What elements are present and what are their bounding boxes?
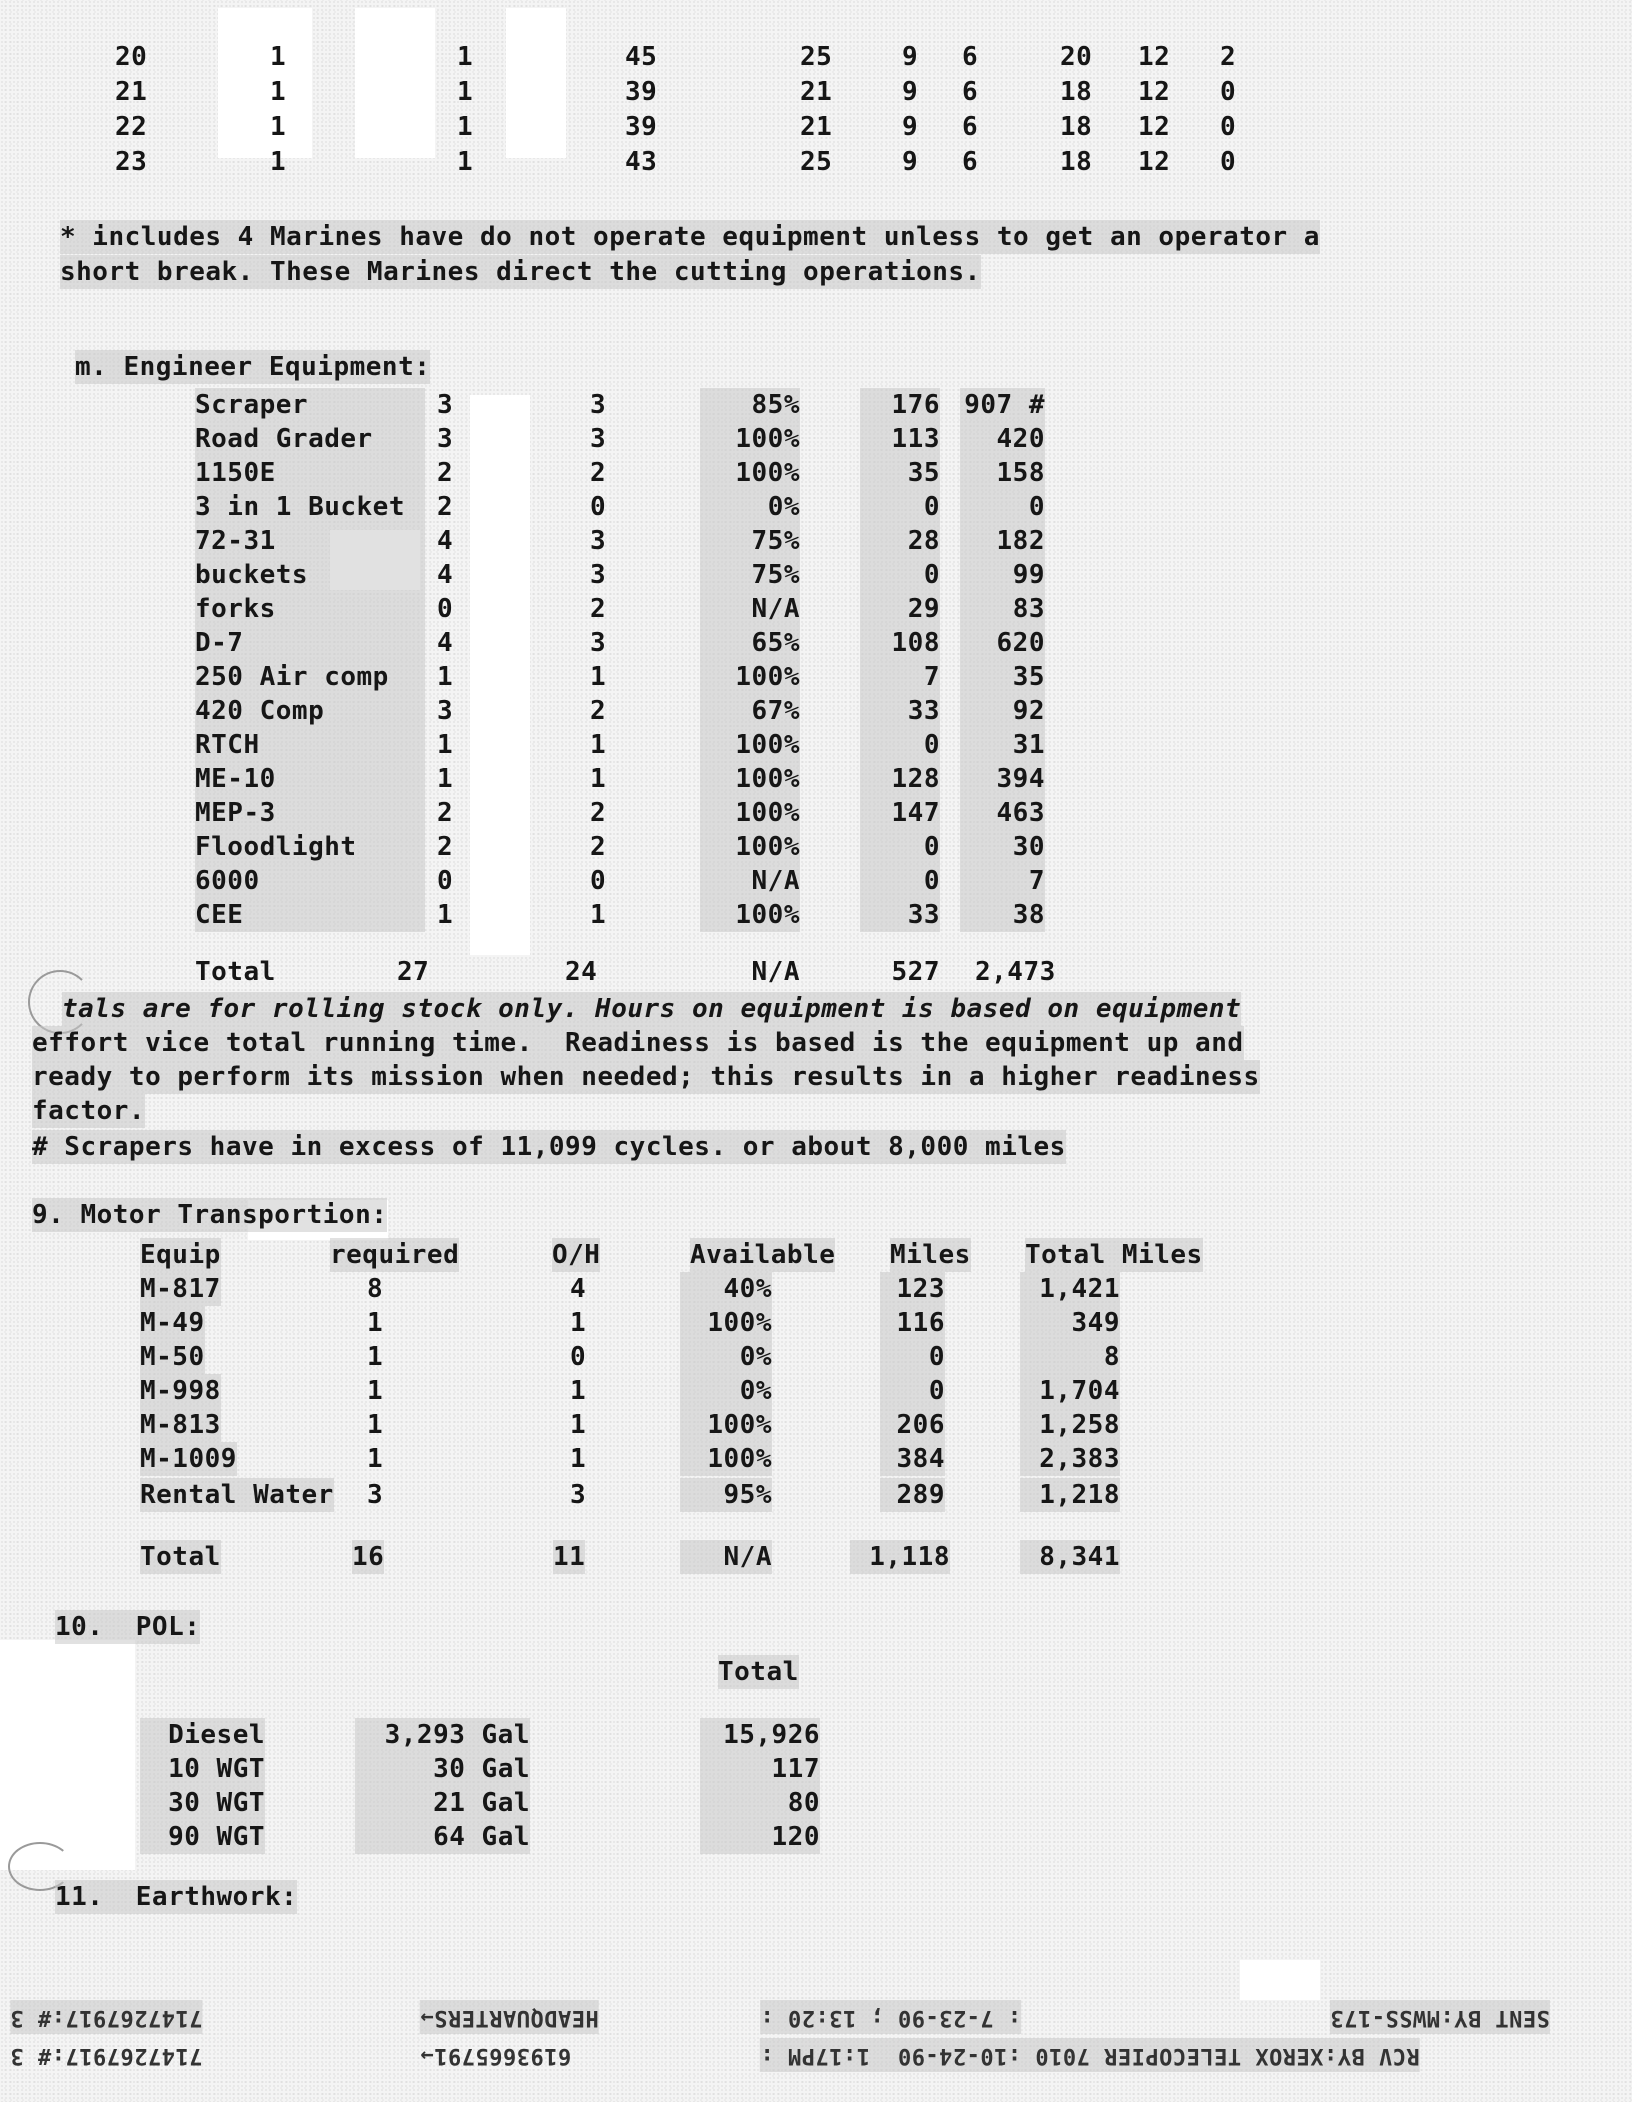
engineer-readiness: 0% <box>700 490 800 524</box>
engineer-readiness: 67% <box>700 694 800 728</box>
engineer-heading: m. Engineer Equipment: <box>75 352 431 382</box>
top-table-cell: 0 <box>1220 112 1237 142</box>
motor-equip: M-49 <box>140 1308 205 1338</box>
engineer-oh: 3 <box>590 390 607 420</box>
earthwork-heading: 11. Earthwork: <box>55 1882 298 1912</box>
engineer-readiness: 65% <box>700 626 800 660</box>
engineer-total-hours: 158 <box>960 456 1045 490</box>
engineer-readiness: 100% <box>700 422 800 456</box>
motor-miles: 206 <box>880 1408 945 1442</box>
top-table-cell: 9 <box>902 147 919 177</box>
motor-oh: 1 <box>570 1444 587 1474</box>
top-table-cell: 6 <box>962 77 979 107</box>
motor-equip: M-1009 <box>140 1444 237 1474</box>
engineer-required: 2 <box>437 798 454 828</box>
engineer-hours: 108 <box>860 626 940 660</box>
engineer-note-line: factor. <box>32 1096 146 1126</box>
pol-total: 120 <box>700 1820 820 1854</box>
engineer-total-hours: 31 <box>960 728 1045 762</box>
engineer-required: 4 <box>437 526 454 556</box>
motor-required: 1 <box>367 1342 384 1372</box>
engineer-note-line: ready to perform its mission when needed; this results in a higher readiness <box>32 1062 1260 1092</box>
engineer-note-line: # Scrapers have in excess of 11,099 cycles. or about 8,000 miles <box>32 1132 1066 1162</box>
top-table-cell: 1 <box>457 112 474 142</box>
motor-column-header: Equip <box>140 1240 221 1270</box>
engineer-readiness: 100% <box>700 728 800 762</box>
engineer-equipment-name: 3 in 1 Bucket <box>195 490 425 524</box>
engineer-readiness: 85% <box>700 388 800 422</box>
engineer-hours: 0 <box>860 728 940 762</box>
motor-required: 1 <box>367 1444 384 1474</box>
engineer-oh: 0 <box>590 492 607 522</box>
engineer-required: 2 <box>437 458 454 488</box>
engineer-equipment-name: Scraper <box>195 388 425 422</box>
motor-available: 95% <box>680 1478 772 1512</box>
motor-equip: Rental Water <box>140 1480 334 1510</box>
top-table-cell: 1 <box>457 147 474 177</box>
motor-available: 100% <box>680 1408 772 1442</box>
top-table-cell: 12 <box>1138 147 1171 177</box>
engineer-hours: 113 <box>860 422 940 456</box>
top-table-cell: 9 <box>902 42 919 72</box>
motor-available: 0% <box>680 1340 772 1374</box>
motor-oh: 1 <box>570 1308 587 1338</box>
engineer-readiness: 100% <box>700 830 800 864</box>
engineer-oh: 2 <box>590 594 607 624</box>
pol-total-header: Total <box>718 1657 799 1687</box>
top-table-cell: 12 <box>1138 77 1171 107</box>
engineer-equipment-name: ME-10 <box>195 762 425 796</box>
motor-available: 100% <box>680 1442 772 1476</box>
motor-total-label: Total <box>140 1542 221 1572</box>
engineer-total-hours: 182 <box>960 524 1045 558</box>
redaction-block <box>470 395 530 955</box>
engineer-readiness: 75% <box>700 524 800 558</box>
motor-available: 40% <box>680 1272 772 1306</box>
engineer-total-oh: 24 <box>565 957 598 987</box>
engineer-required: 2 <box>437 492 454 522</box>
pol-amount: 30 Gal <box>355 1752 530 1786</box>
engineer-hours: 0 <box>860 864 940 898</box>
pol-amount: 21 Gal <box>355 1786 530 1820</box>
engineer-equipment-name: MEP-3 <box>195 796 425 830</box>
top-table-cell: 20 <box>1060 42 1093 72</box>
top-table-cell: 2 <box>1220 42 1237 72</box>
engineer-required: 1 <box>437 764 454 794</box>
pol-total: 15,926 <box>700 1718 820 1752</box>
engineer-required: 1 <box>437 662 454 692</box>
engineer-required: 1 <box>437 900 454 930</box>
engineer-hours: 128 <box>860 762 940 796</box>
top-table-cell: 1 <box>270 42 287 72</box>
top-table-cell: 25 <box>800 42 833 72</box>
motor-miles: 289 <box>880 1478 945 1512</box>
engineer-required: 3 <box>437 390 454 420</box>
motor-equip: M-817 <box>140 1274 221 1304</box>
engineer-note-line: tals are for rolling stock only. Hours on equipment is based on equipment <box>62 994 1242 1024</box>
motor-oh: 1 <box>570 1376 587 1406</box>
top-table-cell: 6 <box>962 112 979 142</box>
motor-equip: M-998 <box>140 1376 221 1406</box>
motor-equip: M-813 <box>140 1410 221 1440</box>
engineer-total-hours: 35 <box>960 660 1045 694</box>
motor-oh: 3 <box>570 1480 587 1510</box>
footer-headquarters: HEADQUARTERS→ <box>420 2000 599 2034</box>
engineer-equipment-name: Road Grader <box>195 422 425 456</box>
motor-column-header: O/H <box>552 1240 601 1270</box>
engineer-required: 1 <box>437 730 454 760</box>
top-table-cell: 21 <box>800 112 833 142</box>
engineer-oh: 2 <box>590 696 607 726</box>
motor-total-total-miles: 8,341 <box>1020 1540 1120 1574</box>
engineer-equipment-name: 1150E <box>195 456 425 490</box>
footer-fax-receiver: RCV BY:XEROX TELECOPIER 7010 :10-24-90 1:17PM : <box>760 2038 1420 2072</box>
redaction-block <box>1240 1960 1320 2000</box>
engineer-readiness: N/A <box>700 592 800 626</box>
pol-amount: 64 Gal <box>355 1820 530 1854</box>
engineer-total-hours: 394 <box>960 762 1045 796</box>
pol-amount: 3,293 Gal <box>355 1718 530 1752</box>
top-table-cell: 0 <box>1220 77 1237 107</box>
motor-total-miles: 8 <box>1020 1340 1120 1374</box>
marine-note-line: * includes 4 Marines have do not operate equipment unless to get an operator a <box>60 222 1320 252</box>
motor-miles: 116 <box>880 1306 945 1340</box>
motor-total-miles: 1,218 <box>1020 1478 1120 1512</box>
footer-sender: SENT BY:MWSS-173 <box>1330 2000 1550 2034</box>
engineer-total-required: 27 <box>397 957 430 987</box>
top-table-cell: 45 <box>625 42 658 72</box>
engineer-equipment-name: RTCH <box>195 728 425 762</box>
top-table-cell: 18 <box>1060 77 1093 107</box>
top-table-cell: 9 <box>902 112 919 142</box>
redaction-block <box>355 8 435 158</box>
engineer-hours: 29 <box>860 592 940 626</box>
engineer-equipment-name: Floodlight <box>195 830 425 864</box>
engineer-readiness: 100% <box>700 456 800 490</box>
engineer-readiness: 75% <box>700 558 800 592</box>
top-table-cell: 6 <box>962 42 979 72</box>
engineer-required: 0 <box>437 866 454 896</box>
engineer-required: 0 <box>437 594 454 624</box>
top-table-cell: 6 <box>962 147 979 177</box>
top-table-cell: 20 <box>115 42 148 72</box>
motor-total-oh: 11 <box>553 1542 586 1572</box>
motor-column-header: required <box>330 1240 460 1270</box>
engineer-hours: 28 <box>860 524 940 558</box>
engineer-oh: 1 <box>590 730 607 760</box>
engineer-total-hours: 38 <box>960 898 1045 932</box>
engineer-total-hours: 420 <box>960 422 1045 456</box>
motor-available: 0% <box>680 1374 772 1408</box>
footer-phone: 6193665791→ <box>420 2043 572 2068</box>
marine-note-line: short break. These Marines direct the cutting operations. <box>60 257 981 287</box>
top-table-cell: 25 <box>800 147 833 177</box>
pol-item: 30 WGT <box>140 1786 265 1820</box>
engineer-equipment-name: 6000 <box>195 864 425 898</box>
engineer-oh: 1 <box>590 900 607 930</box>
engineer-oh: 1 <box>590 764 607 794</box>
engineer-hours: 176 <box>860 388 940 422</box>
motor-oh: 4 <box>570 1274 587 1304</box>
motor-oh: 1 <box>570 1410 587 1440</box>
top-table-cell: 1 <box>270 112 287 142</box>
engineer-oh: 3 <box>590 424 607 454</box>
engineer-total-hours: 30 <box>960 830 1045 864</box>
engineer-oh: 3 <box>590 526 607 556</box>
top-table-cell: 12 <box>1138 112 1171 142</box>
engineer-oh: 0 <box>590 866 607 896</box>
motor-available: 100% <box>680 1306 772 1340</box>
motor-total-miles: 349 <box>1020 1306 1120 1340</box>
engineer-equipment-name: CEE <box>195 898 425 932</box>
top-table-cell: 21 <box>115 77 148 107</box>
engineer-total-hours: 527 <box>891 957 940 987</box>
engineer-hours: 33 <box>860 898 940 932</box>
top-table-cell: 39 <box>625 77 658 107</box>
engineer-hours: 0 <box>860 830 940 864</box>
motor-required: 1 <box>367 1376 384 1406</box>
motor-column-header: Miles <box>890 1240 971 1270</box>
top-table-cell: 1 <box>457 42 474 72</box>
engineer-total-hours: 99 <box>960 558 1045 592</box>
engineer-oh: 3 <box>590 560 607 590</box>
engineer-hours: 35 <box>860 456 940 490</box>
motor-equip: M-50 <box>140 1342 205 1372</box>
engineer-required: 3 <box>437 696 454 726</box>
footer-fax-time: : 7-23-90 ; 13:20 : <box>760 2000 1021 2034</box>
engineer-total-hours: 620 <box>960 626 1045 660</box>
pol-item: Diesel <box>140 1718 265 1752</box>
motor-miles: 384 <box>880 1442 945 1476</box>
engineer-note-line: effort vice total running time. Readiness is based is the equipment up and <box>32 1028 1244 1058</box>
top-table-cell: 1 <box>270 147 287 177</box>
engineer-hours: 7 <box>860 660 940 694</box>
engineer-equipment-name: forks <box>195 592 425 626</box>
footer-page-number: 7147267917:# 3 <box>10 2000 202 2034</box>
motor-required: 1 <box>367 1410 384 1440</box>
motor-column-header: Total Miles <box>1025 1240 1203 1270</box>
top-table-cell: 9 <box>902 77 919 107</box>
engineer-required: 3 <box>437 424 454 454</box>
pol-item: 90 WGT <box>140 1820 265 1854</box>
engineer-total-label: Total <box>195 957 276 987</box>
top-table-cell: 22 <box>115 112 148 142</box>
top-table-cell: 0 <box>1220 147 1237 177</box>
motor-heading: 9. Motor Transportion: <box>32 1200 388 1230</box>
top-table-cell: 39 <box>625 112 658 142</box>
engineer-total-hours: 92 <box>960 694 1045 728</box>
engineer-hours: 0 <box>860 558 940 592</box>
motor-column-header: Available <box>690 1240 836 1270</box>
motor-total-miles: 1,704 <box>1020 1374 1120 1408</box>
engineer-total-hours: 0 <box>960 490 1045 524</box>
motor-miles: 123 <box>880 1272 945 1306</box>
motor-required: 1 <box>367 1308 384 1338</box>
motor-miles: 0 <box>880 1340 945 1374</box>
motor-miles: 0 <box>880 1374 945 1408</box>
pol-heading: 10. POL: <box>55 1612 201 1642</box>
pol-total: 80 <box>700 1786 820 1820</box>
top-table-cell: 18 <box>1060 147 1093 177</box>
motor-total-miles: 2,383 <box>1020 1442 1120 1476</box>
engineer-oh: 2 <box>590 458 607 488</box>
top-table-cell: 43 <box>625 147 658 177</box>
top-table-cell: 12 <box>1138 42 1171 72</box>
engineer-hours: 33 <box>860 694 940 728</box>
engineer-readiness: 100% <box>700 660 800 694</box>
engineer-oh: 3 <box>590 628 607 658</box>
footer-page-number-faint: 7147267917:# 3 <box>10 2043 203 2068</box>
redaction-block <box>506 8 566 158</box>
top-table-cell: 18 <box>1060 112 1093 142</box>
engineer-readiness: 100% <box>700 762 800 796</box>
engineer-equipment-name: 72-31 <box>195 524 425 558</box>
engineer-oh: 2 <box>590 798 607 828</box>
engineer-required: 4 <box>437 560 454 590</box>
engineer-required: 4 <box>437 628 454 658</box>
engineer-equipment-name: buckets <box>195 558 425 592</box>
motor-total-miles-col: 1,118 <box>850 1540 950 1574</box>
engineer-required: 2 <box>437 832 454 862</box>
pol-total: 117 <box>700 1752 820 1786</box>
top-table-cell: 1 <box>270 77 287 107</box>
motor-total-miles: 1,421 <box>1020 1272 1120 1306</box>
engineer-readiness: 100% <box>700 898 800 932</box>
engineer-total-hours: 7 <box>960 864 1045 898</box>
motor-required: 8 <box>367 1274 384 1304</box>
redaction-block <box>218 8 312 158</box>
engineer-total-hours: 463 <box>960 796 1045 830</box>
engineer-readiness: 100% <box>700 796 800 830</box>
motor-total-available: N/A <box>680 1540 772 1574</box>
motor-required: 3 <box>367 1480 384 1510</box>
engineer-hours: 0 <box>860 490 940 524</box>
motor-oh: 0 <box>570 1342 587 1372</box>
engineer-oh: 1 <box>590 662 607 692</box>
engineer-equipment-name: 250 Air comp <box>195 660 425 694</box>
pol-item: 10 WGT <box>140 1752 265 1786</box>
engineer-hours: 147 <box>860 796 940 830</box>
motor-total-required: 16 <box>352 1542 385 1572</box>
top-table-cell: 1 <box>457 77 474 107</box>
engineer-total-total: 2,473 <box>975 957 1056 987</box>
engineer-equipment-name: 420 Comp <box>195 694 425 728</box>
top-table-cell: 23 <box>115 147 148 177</box>
engineer-total-hours: 907 # <box>960 388 1045 422</box>
engineer-equipment-name: D-7 <box>195 626 425 660</box>
redaction-block <box>0 1640 135 1870</box>
engineer-oh: 2 <box>590 832 607 862</box>
motor-total-miles: 1,258 <box>1020 1408 1120 1442</box>
engineer-readiness: N/A <box>700 864 800 898</box>
engineer-total-hours: 83 <box>960 592 1045 626</box>
engineer-total-readiness: N/A <box>751 957 800 987</box>
top-table-cell: 21 <box>800 77 833 107</box>
